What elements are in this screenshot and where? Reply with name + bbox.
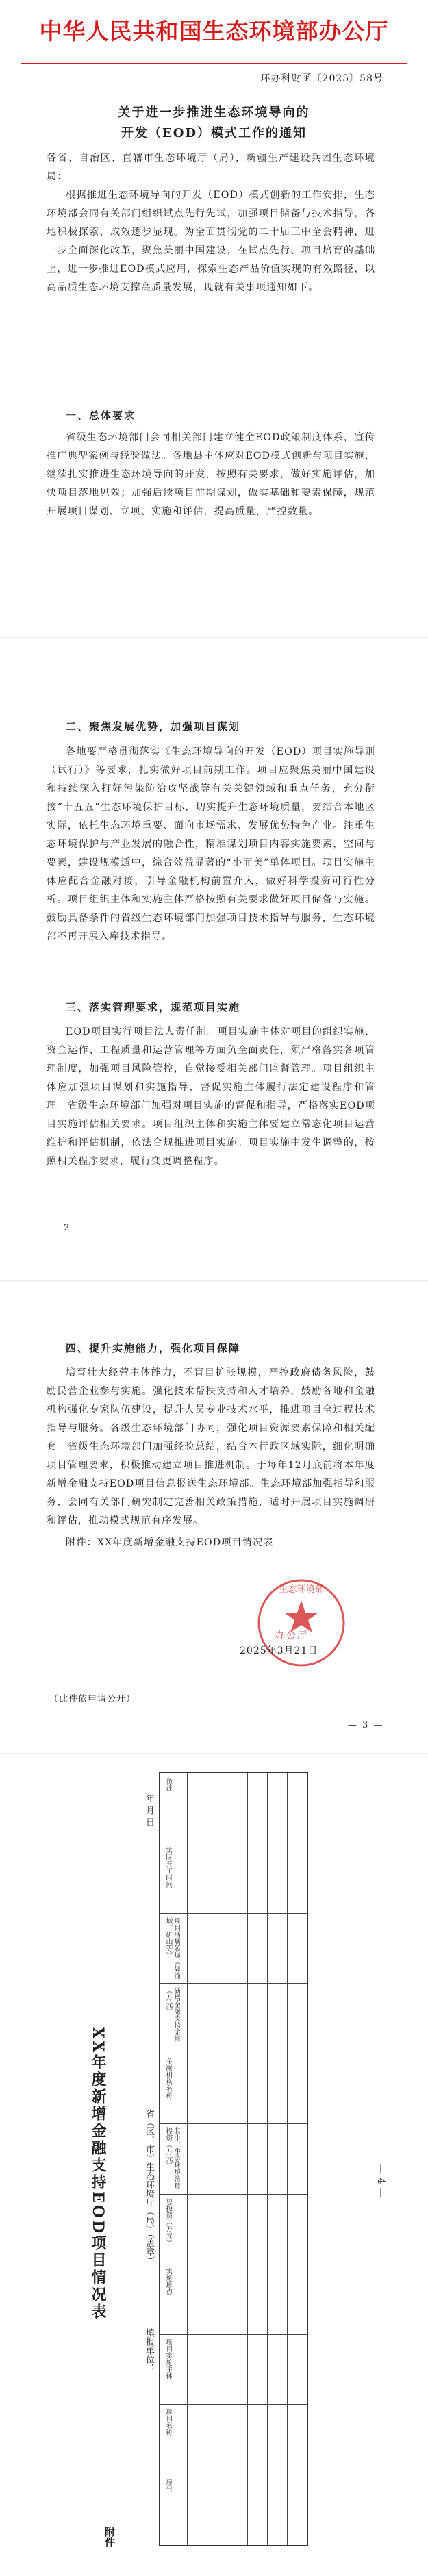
document-number: 环办科财函〔2025〕58号 xyxy=(260,73,383,84)
section-1-paragraph: 省级生态环境部门会同相关部门建立健全EOD政策制度体系，宣传推广典型案例与经验做法。各地县主体应对EOD模式创新与项目实施，继续扎实推进生态环境导向的开发，按照有关要求，做好实施评估，加快项目落地见效；加强后续项目前期谋划，做实基础和要素保障，规范开展项目谋划、立项、实施和评估，提高质量，严控数量。 xyxy=(47,432,376,517)
table-row-divider xyxy=(287,1773,288,2545)
addressee: 各省、自治区、直辖市生态环境厅（局），新疆生产建设兵团生态环境局： xyxy=(47,153,375,182)
table-header-cell: 实际开工时间 xyxy=(164,1847,172,1889)
page-gap xyxy=(0,1753,428,1754)
table-header-cell: 实施地点 xyxy=(164,2268,172,2296)
table-header-cell: 总投资（万元） xyxy=(164,2197,172,2246)
issuing-office-title: 中华人民共和国生态环境部办公厅 xyxy=(39,18,389,45)
page-number-4: — 4 — xyxy=(375,2164,386,2199)
page-number-3: — 3 — xyxy=(348,1720,384,1730)
table-column-divider xyxy=(160,2194,307,2195)
table-header-cell: 备注 xyxy=(164,1777,172,1791)
section-heading-4: 四、提升实施能力，强化项目保障 xyxy=(66,1342,241,1354)
table-column-divider xyxy=(160,1983,307,1984)
table-row-divider xyxy=(187,1773,188,2545)
notice-title-line-2: 开发（EOD）模式工作的通知 xyxy=(121,126,307,140)
table-header-cell: 金融机构名称 xyxy=(164,2057,172,2099)
table-column-divider xyxy=(160,2123,307,2124)
table-column-divider xyxy=(160,2404,307,2405)
official-seal-icon xyxy=(250,1571,353,1674)
filler-unit: 省（区、市）生态环境厅（局）（盖章） xyxy=(144,2109,154,2265)
section-heading-3: 三、落实管理要求，规范项目实施 xyxy=(66,1001,241,1013)
page-gap xyxy=(0,637,428,638)
eod-project-table xyxy=(159,1772,308,2546)
appendix-title: XX年度新增金融支持EOD项目情况表 xyxy=(89,2027,107,2321)
section-heading-1: 一、总体要求 xyxy=(66,409,136,422)
seal-inner-text: 办公厅 xyxy=(275,1630,308,1641)
page-number-2: — 2 — xyxy=(49,1223,86,1233)
attachment-line: 附件：XX年度新增金融支持EOD项目情况表 xyxy=(66,1537,274,1548)
table-column-divider xyxy=(160,2334,307,2335)
fill-date: 年 月 日 xyxy=(144,1794,154,1827)
section-4-paragraph: 培育壮大经营主体能力，不盲目扩张规模，严控政府债务风险，鼓励民营企业参与实施。强化技术帮扶支持和人才培养，鼓励各地和金融机构强化专家队伍建设，提升人员专业技术水平，推进项目全过程技术指导与服务。各级生态环境部门协同，强化项目资源要素保障和相关配套。省级生态环境部门加强经验总结，结合本行政区域实际，细化明确项目管理要求，积极推动建立项目推进机制。于每年12月底前将本年度新增金融支持EOD项目信息报送生态环境部。生态环境部加强指导和服务，会同有关部门研究制定完善相关政策措施，适时开展项目实施调研和评估，推动模式规范有序发展。 xyxy=(47,1367,376,1526)
section-heading-2: 二、聚焦发展优势，加强项目谋划 xyxy=(66,720,241,733)
page-gap xyxy=(0,1280,428,1282)
table-header-cell: 其中：生态环境治理投资（万元） xyxy=(164,2127,180,2190)
table-header-cell: 项目所属领域（如流域、矿山等） xyxy=(164,1917,180,1979)
table-header-cell: 项目实施主体 xyxy=(164,2338,172,2379)
section-3-paragraph: EOD项目实行项目法人责任制。项目实施主体对项目的组织实施、资金运作、工程质量和运营管理等方面负全面责任，须严格落实各项管理制度，加强项目风险管控，自觉接受相关部门监督管理。项目组织主体应加强项目谋划和实施指导，督促实施主体履行法定建设程序和管理。省级生态环境部门加强对项目实施的督促和指导，严格落实EOD项目实施评估相关要求。项目组织主体和实施主体要建立常态化项目运营维护和评估机制，依法合规推进项目实施。项目实施中发生调整的，按照相关程序要求，履行变更调整程序。 xyxy=(47,1026,376,1167)
table-row-divider xyxy=(247,1773,248,2545)
table-row-divider xyxy=(267,1773,268,2545)
filler-label: 填报单位： xyxy=(144,2328,154,2373)
table-header-cell: 项目名称 xyxy=(164,2408,172,2436)
table-column-divider xyxy=(160,1913,307,1914)
red-separator-line xyxy=(21,63,407,64)
table-header-cell: 新增金融支持金额（万元） xyxy=(164,1987,180,2043)
intro-paragraph: 根据推进生态环境导向的开发（EOD）模式创新的工作安排，生态环境部会同有关部门组织试点先行先试，加强项目储备与技术指导，各地积极探索，成效逐步显现。为全面贯彻党的二十届三中全会精神，进一步全面深化改革，聚焦美丽中国建设，在试点先行、项目培育的基础上，进一步推进EOD模式应用，探索生态产品价值实现的有效路径，以高品质生态环境支撑高质量发展，现就有关事项通知如下。 xyxy=(47,190,376,293)
section-2-paragraph: 各地要严格贯彻落实《生态环境导向的开发（EOD）项目实施导则（试行）》等要求，扎实做好项目前期工作。项目应聚焦美丽中国建设和持续深入打好污染防治攻坚战等有关关键领域和重点任务，充分衔接“十五五”生态环境保护目标，切实提升生态环境质量，要结合本地区实际，依托生态环境重要、面向市场需求、发展优势特色产业。注重生态环境保护与产业发展的融合性，精准谋划项目内容实施要素，空间与要素，建设规模适中，综合效益显著的“小而美”单体项目。项目实施主体应配合金融对接，引导金融机构前置介入，做好科学投资可行性分析。项目组织主体和实施主体严格按照有关要求做好项目储备与实施。鼓励具备条件的省级生态环境部门加强项目技术指导与服务，生态环境部不再开展入库技术指导。 xyxy=(47,746,375,942)
signature-date: 2025年3月21日 xyxy=(240,1645,318,1656)
notice-title-line-1: 关于进一步推进生态环境导向的 xyxy=(118,105,310,120)
table-header-cell: 序号 xyxy=(164,2478,172,2492)
svg-text:生态环境部: 生态环境部 xyxy=(279,1584,324,1595)
public-release-note: （此件依申请公开） xyxy=(49,1694,136,1704)
appendix-label: 附件 xyxy=(103,2527,116,2547)
